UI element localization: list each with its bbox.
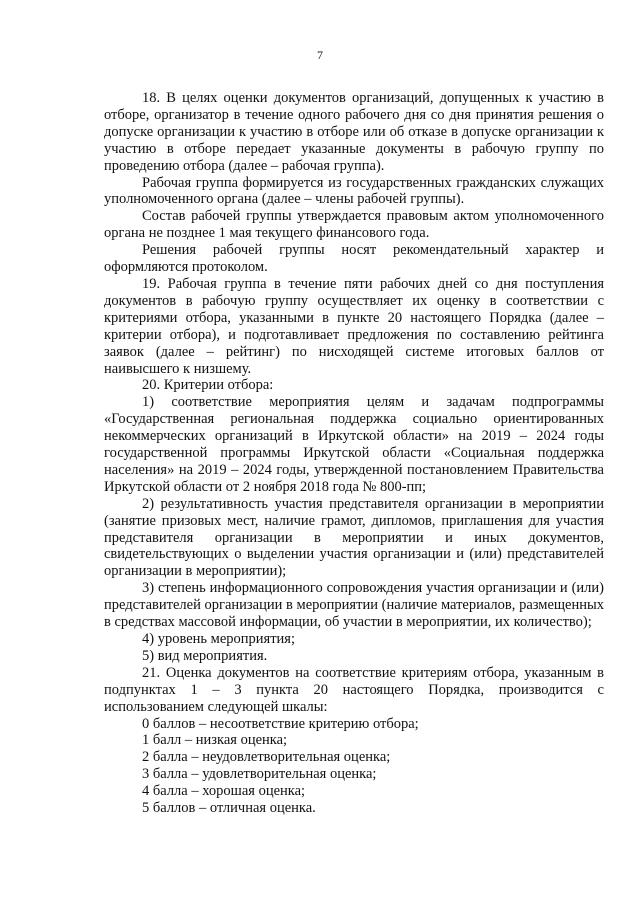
paragraph-working-group-approval: Состав рабочей группы утверждается правовым актом уполномоченного органа не позднее 1 мая текущего финансового года. [104,208,604,242]
criterion-1: 1) соответствие мероприятия целям и задачам подпрограммы «Государственная региональная поддержка социально ориентированных некоммерческих организаций в Иркутской области» на 2019 – 2024 годы государственной программы Иркутской области «Социальная поддержка населения» на 2019 – 2024 годы, утвержденной постановлением Правительства Иркутской области от 2 ноября 2018 года № 800-пп; [104,394,604,495]
document-body [104,90,604,817]
paragraph-working-group-decisions: Решения рабочей группы носят рекомендательный характер и оформляются протоколом. [104,242,604,276]
scoring-scale-list [104,716,604,817]
criterion-3: 3) степень информационного сопровождения участия организации и (или) представителей организации в мероприятии (наличие материалов, размещенных в средствах массовой информации, об участии в мероприятии, их количество); [104,580,604,631]
criterion-4: 4) уровень мероприятия; [142,631,295,647]
scale-item: 5 баллов – отличная оценка. [142,800,316,817]
paragraph-20-heading: 20. Критерии отбора: [142,377,274,394]
paragraph-working-group-composition: Рабочая группа формируется из государственных гражданских служащих уполномоченного органа (далее – члены рабочей группы). [104,174,604,208]
criterion-2: 2) результативность участия представителя организации в мероприятии (занятие призовых мест, наличие грамот, дипломов, приглашения для участия представителя организации в мероприятии и иных документов, свидетельствующих о выделении участия организации и (или) представителей организации в мероприятии); [104,495,604,580]
criterion-5: 5) вид мероприятия. [142,647,268,664]
paragraph-21: 21. Оценка документов на соответствие критериям отбора, указанным в подпунктах 1 – 3 пункта 20 настоящего Порядка, производится с использованием следующей шкалы: [104,664,604,715]
scale-item: 1 балл – низкая оценка; [142,732,288,749]
scale-item: 2 балла – неудовлетворительная оценка; [142,749,391,766]
scale-item: 0 баллов – несоответствие критерию отбора; [142,715,419,732]
paragraph-18: 18. В целях оценки документов организаций, допущенных к участию в отборе, организатор в течение одного рабочего дня со дня принятия решения о допуске организации к участию в отборе или об отказе в допуске организации к участию в отборе передает указанные документы в рабочую группу по проведению отбора (далее – рабочая группа). [104,90,604,174]
page-number: 7 [317,48,323,62]
scale-item: 4 балла – хорошая оценка; [142,783,306,800]
paragraph-19: 19. Рабочая группа в течение пяти рабочих дней со дня поступления документов в рабочую группу осуществляет их оценку в соответствии с критериями отбора, указанными в пункте 20 настоящего Порядка (далее – критерии отбора), и подготавливает предложения по составлению рейтинга заявок (далее – рейтинг) по нисходящей системе итоговых баллов от наивысшего к низшему. [104,275,604,377]
scale-item: 3 балла – удовлетворительная оценка; [142,766,377,783]
